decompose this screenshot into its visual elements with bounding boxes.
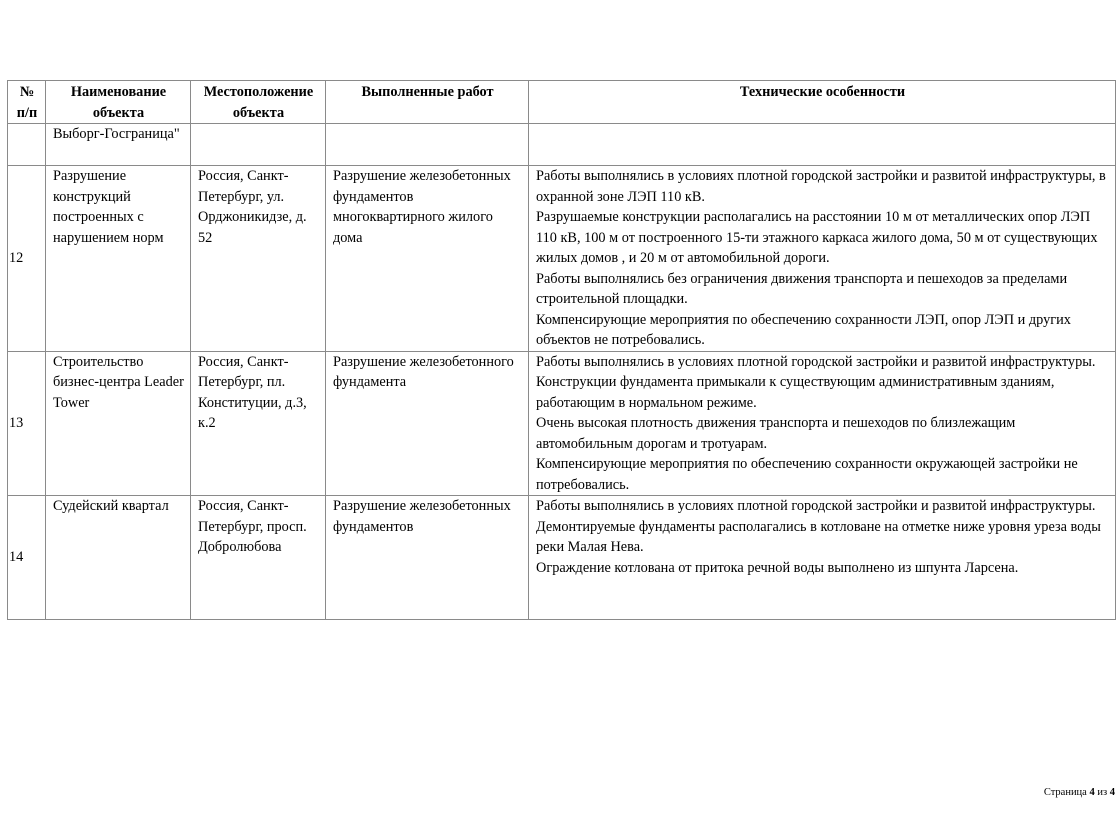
- feature-paragraph: Разрушаемые конструкции располагались на расстоянии 10 м от металлических опор ЛЭП 110 кВ, 100 м от построенного 15-ти этажного каркаса жилого дома, 50 м от существующих жилых домов , и 20 м от автомобильной дороги.: [536, 209, 1098, 266]
- header-name: Наименование объекта: [46, 81, 191, 124]
- table-row: [8, 166, 1116, 352]
- feature-paragraph: Компенсирующие мероприятия по обеспечению сохранности окружающей застройки не потребовались.: [536, 456, 1078, 493]
- cell-name: Разрушение конструкций построенных с нарушением норм: [46, 166, 191, 352]
- cell-works: Разрушение железобетонных фундаментов многоквартирного жилого дома: [326, 166, 529, 352]
- cell-location: [191, 124, 326, 166]
- cell-features: [529, 166, 1116, 352]
- header-works: Выполненные работ: [326, 81, 529, 124]
- cell-num: 14: [8, 496, 46, 620]
- page-footer: [1044, 787, 1115, 798]
- cell-num: 13: [8, 351, 46, 496]
- cell-name: Строительство бизнес-центра Leader Tower: [46, 351, 191, 496]
- header-location: Местоположение объекта: [191, 81, 326, 124]
- cell-features: [529, 124, 1116, 166]
- cell-location: Россия, Санкт-Петербург, просп. Добролюбова: [191, 496, 326, 620]
- cell-name: Выборг-Госграница": [46, 124, 191, 166]
- cell-num: 12: [8, 166, 46, 352]
- header-features: Технические особенности: [529, 81, 1116, 124]
- cell-works: Разрушение железобетонного фундамента: [326, 351, 529, 496]
- table-row-continued: [8, 124, 1116, 166]
- cell-location: Россия, Санкт-Петербург, ул. Орджоникидзе, д. 52: [191, 166, 326, 352]
- cell-works: [326, 124, 529, 166]
- feature-paragraph: Компенсирующие мероприятия по обеспечению сохранности ЛЭП, опор ЛЭП и других объектов не потребовались.: [536, 311, 1071, 348]
- cell-name: Судейский квартал: [46, 496, 191, 620]
- header-num: № п/п: [8, 81, 46, 124]
- feature-paragraph: Работы выполнялись в условиях плотной городской застройки и развитой инфраструктуры, в охранной зоне ЛЭП 110 кВ.: [536, 168, 1106, 205]
- table-row: [8, 351, 1116, 496]
- cell-features: [529, 496, 1116, 620]
- footer-total-pages: 4: [1109, 787, 1115, 798]
- feature-paragraph: Ограждение котлована от притока речной воды выполнено из шпунта Ларсена.: [536, 559, 1019, 576]
- cell-location: Россия, Санкт-Петербург, пл. Конституции, д.3, к.2: [191, 351, 326, 496]
- table-header-row: [8, 81, 1116, 124]
- feature-paragraph: Демонтируемые фундаменты располагались в котловане на отметке ниже уровня уреза воды реки Малая Нева.: [536, 518, 1101, 555]
- works-table: [7, 80, 1116, 620]
- cell-features: [529, 351, 1116, 496]
- footer-page-word: Страница: [1043, 787, 1087, 798]
- feature-paragraph: Очень высокая плотность движения транспорта и пешеходов по близлежащим автомобильным дорогам и тротуарам.: [536, 415, 1016, 452]
- cell-works: Разрушение железобетонных фундаментов: [326, 496, 529, 620]
- footer-current-page: 4: [1089, 787, 1095, 798]
- cell-num: [8, 124, 46, 166]
- feature-paragraph: Работы выполнялись в условиях плотной городской застройки и развитой инфраструктуры. Конструкции фундамента примыкали к существующим административным зданиям, работающим в нормальном режиме.: [536, 353, 1096, 411]
- footer-of-word: из: [1097, 787, 1108, 798]
- feature-paragraph: Работы выполнялись без ограничения движения транспорта и пешеходов за пределами строительной площадки.: [536, 270, 1068, 307]
- table-row: [8, 496, 1116, 620]
- feature-paragraph: Работы выполнялись в условиях плотной городской застройки и развитой инфраструктуры.: [536, 498, 1096, 514]
